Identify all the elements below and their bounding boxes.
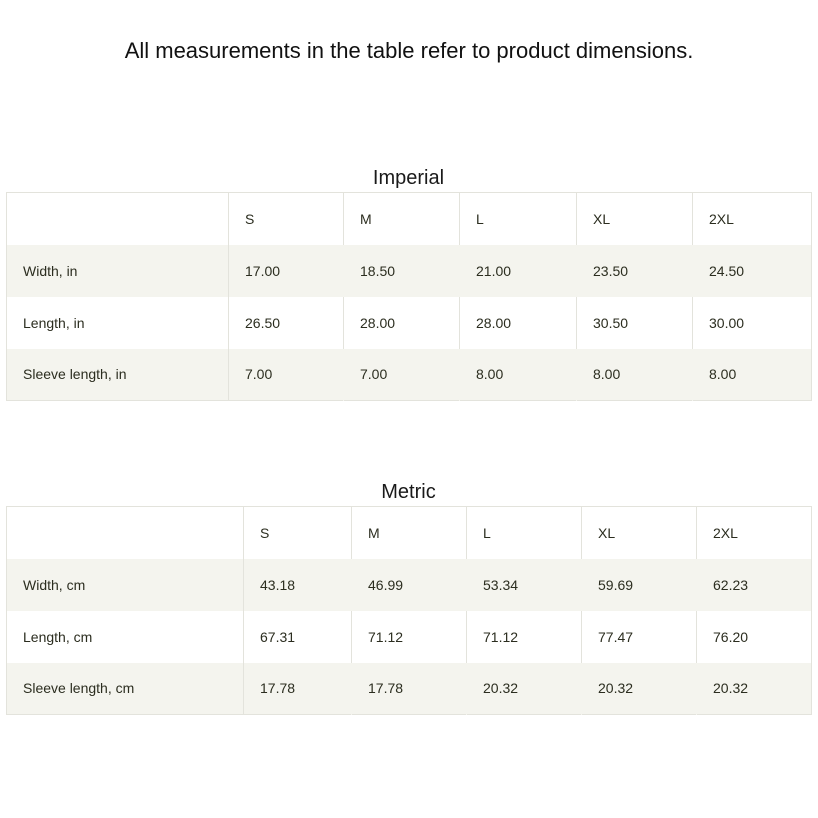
header-empty-cell xyxy=(7,193,229,245)
table-cell: 8.00 xyxy=(577,349,693,401)
table-cell: 43.18 xyxy=(244,559,352,611)
table-row xyxy=(7,349,812,401)
table-cell: 46.99 xyxy=(352,559,467,611)
table-row xyxy=(7,245,812,297)
size-header-xl: XL xyxy=(577,193,693,245)
imperial-section xyxy=(6,164,811,401)
imperial-size-table xyxy=(6,192,812,401)
table-cell: 17.00 xyxy=(229,245,344,297)
row-label: Sleeve length, cm xyxy=(7,663,244,715)
row-label: Width, in xyxy=(7,245,229,297)
table-cell: 62.23 xyxy=(697,559,812,611)
table-cell: 71.12 xyxy=(352,611,467,663)
metric-title: Metric xyxy=(381,481,436,503)
imperial-title: Imperial xyxy=(372,167,445,189)
metric-section xyxy=(6,478,811,715)
table-header-row xyxy=(7,507,812,559)
table-cell: 20.32 xyxy=(582,663,697,715)
table-cell: 23.50 xyxy=(577,245,693,297)
table-cell: 18.50 xyxy=(344,245,460,297)
table-cell: 30.00 xyxy=(693,297,812,349)
size-header-m: M xyxy=(352,507,467,559)
size-header-l: L xyxy=(460,193,577,245)
table-cell: 7.00 xyxy=(344,349,460,401)
size-header-s: S xyxy=(244,507,352,559)
table-cell: 20.32 xyxy=(467,663,582,715)
table-cell: 24.50 xyxy=(693,245,812,297)
table-cell: 21.00 xyxy=(460,245,577,297)
size-header-m: M xyxy=(344,193,460,245)
table-cell: 77.47 xyxy=(582,611,697,663)
table-cell: 17.78 xyxy=(244,663,352,715)
table-cell: 59.69 xyxy=(582,559,697,611)
table-cell: 67.31 xyxy=(244,611,352,663)
metric-size-table xyxy=(6,506,812,715)
table-cell: 30.50 xyxy=(577,297,693,349)
size-header-xl: XL xyxy=(582,507,697,559)
table-cell: 17.78 xyxy=(352,663,467,715)
table-row xyxy=(7,663,812,715)
table-cell: 53.34 xyxy=(467,559,582,611)
table-cell: 20.32 xyxy=(697,663,812,715)
size-header-s: S xyxy=(229,193,344,245)
row-label: Length, cm xyxy=(23,628,93,645)
table-cell: 71.12 xyxy=(467,611,582,663)
table-header-row xyxy=(7,193,812,245)
row-label: Length, in xyxy=(23,314,85,331)
table-cell: 76.20 xyxy=(697,611,812,663)
size-header-2xl: 2XL xyxy=(697,507,812,559)
row-label: Width, cm xyxy=(7,559,244,611)
size-header-l: L xyxy=(467,507,582,559)
table-cell: 26.50 xyxy=(229,297,344,349)
row-label: Sleeve length, in xyxy=(7,349,229,401)
table-cell: 8.00 xyxy=(693,349,812,401)
table-row xyxy=(7,297,812,349)
table-cell: 28.00 xyxy=(460,297,577,349)
header-empty-cell xyxy=(7,507,244,559)
table-cell: 7.00 xyxy=(229,349,344,401)
table-cell: 28.00 xyxy=(344,297,460,349)
table-cell: 8.00 xyxy=(460,349,577,401)
table-row xyxy=(7,611,812,663)
table-row xyxy=(7,559,812,611)
dimensions-note: All measurements in the table refer to product dimensions. xyxy=(124,38,694,63)
size-header-2xl: 2XL xyxy=(693,193,812,245)
